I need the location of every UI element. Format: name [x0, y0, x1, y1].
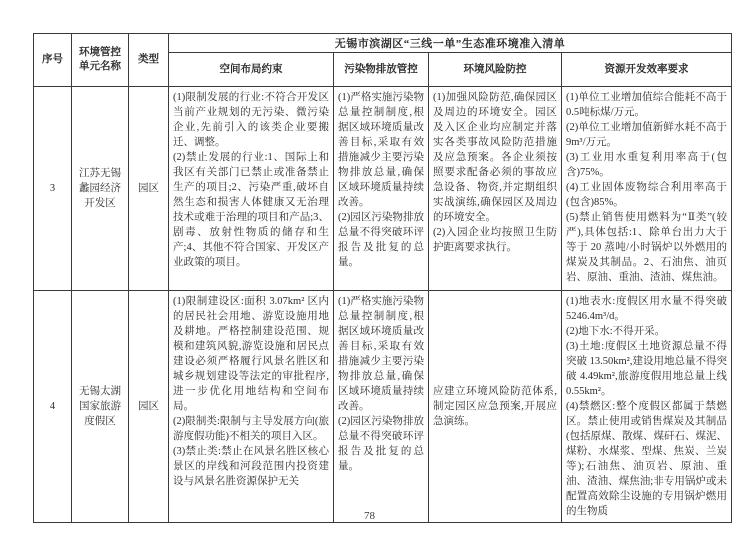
table-row-4	[34, 291, 732, 523]
paragraph: (4)工业固体废物综合利用率高于(包含)85%。	[566, 182, 727, 208]
header-col-type: 类型	[129, 34, 169, 87]
row3-risk-cell	[429, 87, 562, 291]
paragraph: (2)园区污染物排放总量不得突破环评报告及批复的总量。	[338, 212, 424, 268]
row3-pollution-cell	[334, 87, 429, 291]
row4-unit-name: 无锡太湖国家旅游度假区	[72, 291, 129, 523]
paragraph: (3)禁止类:禁止在风景名胜区核心景区的岸线和河段范围内投资建设与风景名胜资源保护无关	[173, 446, 329, 487]
paragraph: (1)限制发展的行业:不符合开发区当前产业规划的无污染、微污染企业,先前引入的该类企业要搬迁、调整。	[173, 92, 329, 148]
paragraph: (2)限制类:限制与主导发展方向(旅游度假功能)不相关的项目入区。	[173, 416, 329, 442]
header-col-resource-efficiency: 资源开发效率要求	[562, 53, 732, 87]
paragraph: (2)入园企业均按照卫生防护距离要求执行。	[433, 227, 557, 253]
row3-spatial-cell	[169, 87, 334, 291]
row4-resource-cell	[562, 291, 732, 523]
row3-unit-name: 江苏无锡蠡园经济开发区	[72, 87, 129, 291]
paragraph: 应建立环境风险防范体系,制定园区应急预案,开展应急演练。	[433, 386, 557, 427]
paragraph: (2)单位工业增加值新鲜水耗不高于9m³/万元。	[566, 122, 727, 148]
paragraph: (1)限制建设区:面积 3.07km² 区内的居民社会用地、游览设施用地及耕地。严格控制建设范围、规模和建筑风貌,游览设施和居民点建设必须严格履行风景名胜区和城乡规划建设等法定的审批程序,进一步优化用地结构和空间布局。	[173, 296, 329, 412]
header-col-spatial-layout: 空间布局约束	[169, 53, 334, 87]
row4-seq: 4	[34, 291, 72, 523]
paragraph: (1)单位工业增加值综合能耗不高于0.5吨标煤/万元。	[566, 92, 727, 118]
header-row-1	[34, 34, 732, 53]
row4-type: 园区	[129, 291, 169, 523]
paragraph: (1)严格实施污染物总量控制制度,根据区域环境质量改善目标,采取有效措施减少主要污染物排放总量,确保区域环境质量持续改善。	[338, 296, 424, 412]
table-row-3	[34, 87, 732, 291]
row4-risk-cell	[429, 291, 562, 523]
paragraph: (5)禁止销售使用燃料为“Ⅱ类”(较严),具体包括:1、除单台出力大于等于 20 蒸吨/小时锅炉以外燃用的煤炭及其制品。2、石油焦、油页岩、原油、重油、渣油、煤焦油。	[566, 212, 727, 283]
eco-access-list-table	[33, 33, 732, 523]
paragraph: (4)禁燃区:整个度假区都属于禁燃区。禁止使用或销售煤炭及其制品(包括原煤、散煤、煤矸石、煤泥、煤粉、水煤浆、型煤、焦炭、兰炭等);石油焦、油页岩、原油、重油、渣油、煤焦油;非专用锅炉或未配置高效除尘设施的专用锅炉燃用的生物质	[566, 401, 727, 517]
paragraph: (2)园区污染物排放总量不得突破环评报告及批复的总量。	[338, 416, 424, 472]
paragraph: (1)加强风险防范,确保园区及周边的环境安全。园区及入区企业均应制定并落实各类事故风险防范措施及应急预案。各企业须按照要求配备必须的事故应急设备、物资,并定期组织实战演练,确保园区及周边的环境安全。	[433, 92, 557, 223]
header-col-risk-prevention: 环境风险防控	[429, 53, 562, 87]
header-col-pollution-control: 污染物排放管控	[334, 53, 429, 87]
paragraph: (2)禁止发展的行业:1、国际上和我区有关部门已禁止或准备禁止生产的项目;2、污染严重,破坏自然生态和损害人体健康又无治理技术或难于治理的项目和产品;3、剧毒、放射性物质的储存和生产;4、其他不符合国家、开发区产业政策的项目。	[173, 152, 329, 268]
paragraph: (2)地下水:不得开采。	[566, 326, 666, 337]
table-merged-title: 无锡市滨湖区“三线一单”生态准环境准入清单	[169, 34, 732, 53]
row4-spatial-cell	[169, 291, 334, 523]
header-col-seq: 序号	[34, 34, 72, 87]
header-col-unit-name: 环境管控单元名称	[72, 34, 129, 87]
row3-resource-cell	[562, 87, 732, 291]
page-number: 78	[364, 510, 375, 522]
paragraph: (3)工业用水重复利用率高于(包含)75%。	[566, 152, 727, 178]
row3-type: 园区	[129, 87, 169, 291]
row3-seq: 3	[34, 87, 72, 291]
paragraph: (1)严格实施污染物总量控制制度,根据区域环境质量改善目标,采取有效措施减少主要污染物排放总量,确保区域环境质量持续改善。	[338, 92, 424, 208]
row4-pollution-cell	[334, 291, 429, 523]
paragraph: (3)土地:度假区土地资源总量不得突破 13.50km²,建设用地总量不得突破 4.49km²,旅游度假用地总量上线 0.55km²。	[566, 341, 727, 397]
paragraph: (1)地表水:度假区用水量不得突破 5246.4m³/d。	[566, 296, 727, 322]
